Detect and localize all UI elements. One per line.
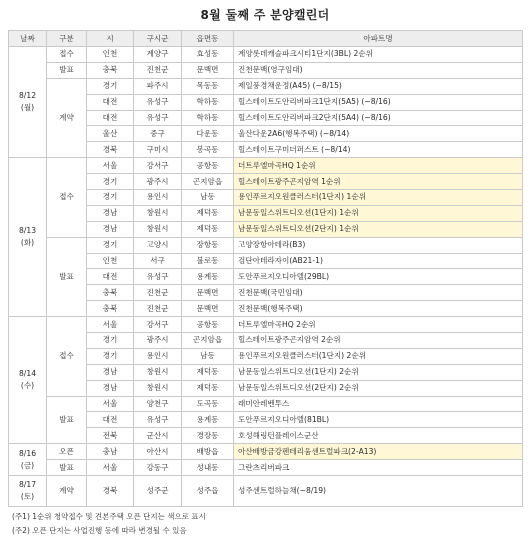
district-cell: 중구: [134, 126, 182, 142]
city-cell: 경남: [87, 205, 134, 221]
district-cell: 진천군: [134, 285, 182, 301]
apartment-cell: 성주센트럴하늘채(~8/19): [234, 476, 523, 507]
table-row: [9, 126, 523, 142]
city-cell: 경남: [87, 380, 134, 396]
district-cell: 계양구: [134, 47, 182, 63]
city-cell: 대전: [87, 110, 134, 126]
town-cell: 제덕동: [182, 364, 234, 380]
date-cell: 8/12 (월): [9, 47, 47, 158]
city-cell: 서울: [87, 396, 134, 412]
table-row: [9, 269, 523, 285]
town-cell: 불로동: [182, 253, 234, 269]
date-cell: 8/14 (수): [9, 317, 47, 444]
district-cell: 고양시: [134, 237, 182, 253]
table-row: [9, 62, 523, 78]
town-cell: 제덕동: [182, 205, 234, 221]
town-cell: 도곡동: [182, 396, 234, 412]
apartment-cell: 도안푸르지오디아델(81BL): [234, 412, 523, 428]
type-cell: 접수: [47, 47, 87, 63]
apartment-cell: 울산다운2A6(행복주택) (~8/14): [234, 126, 523, 142]
type-cell: 발표: [47, 460, 87, 476]
district-cell: 용인시: [134, 348, 182, 364]
table-row: [9, 47, 523, 63]
type-cell: 오픈: [47, 444, 87, 460]
city-cell: 울산: [87, 126, 134, 142]
type-cell: 계약: [47, 476, 87, 507]
table-row: [9, 444, 523, 460]
type-cell: 발표: [47, 237, 87, 316]
apartment-cell: 아산배방금강펜테리움센트럴파크(2-A13): [234, 444, 523, 460]
district-cell: 구미시: [134, 142, 182, 158]
town-cell: 성주읍: [182, 476, 234, 507]
header-apartment: 아파트명: [234, 31, 523, 47]
table-row: [9, 476, 523, 507]
town-cell: 문백면: [182, 301, 234, 317]
district-cell: 서구: [134, 253, 182, 269]
table-row: [9, 317, 523, 333]
apartment-cell: 제일풍경채운정(A45) (~8/15): [234, 78, 523, 94]
city-cell: 경북: [87, 476, 134, 507]
city-cell: 경남: [87, 364, 134, 380]
table-row: [9, 142, 523, 158]
apartment-cell: 더트루엘마곡HQ 2순위: [234, 317, 523, 333]
town-cell: 공항동: [182, 158, 234, 174]
apartment-cell: 힐스테이트도안리버파크1단지(5A5) (~8/16): [234, 94, 523, 110]
apartment-cell: 남문동일스위트디오션(1단지) 1순위: [234, 205, 523, 221]
footnote: (주2) 오픈 단지는 사업진행 등에 따라 변경될 수 있음: [12, 526, 187, 535]
apartment-cell: 용인푸르지오원클러스터(1단지) 1순위: [234, 190, 523, 206]
district-cell: 강서구: [134, 158, 182, 174]
apartment-cell: 도안푸르지오디아델(29BL): [234, 269, 523, 285]
table-row: [9, 428, 523, 444]
district-cell: 진천군: [134, 301, 182, 317]
district-cell: 진천군: [134, 62, 182, 78]
town-cell: 목동동: [182, 78, 234, 94]
city-cell: 대전: [87, 269, 134, 285]
table-row: [9, 333, 523, 349]
district-cell: 강동구: [134, 460, 182, 476]
town-cell: 용계동: [182, 412, 234, 428]
table-row: [9, 301, 523, 317]
district-cell: 유성구: [134, 269, 182, 285]
district-cell: 아산시: [134, 444, 182, 460]
apartment-cell: 힐스테이트광주곤지암역 1순위: [234, 174, 523, 190]
district-cell: 성주군: [134, 476, 182, 507]
city-cell: 충북: [87, 285, 134, 301]
town-cell: 곤지암읍: [182, 333, 234, 349]
table-row: [9, 158, 523, 174]
district-cell: 창원시: [134, 380, 182, 396]
town-cell: 경장동: [182, 428, 234, 444]
apartment-cell: 힐스테이트도안리버파크2단지(5A4) (~8/16): [234, 110, 523, 126]
header-town: 읍면동: [182, 31, 234, 47]
apartment-cell: 남문동일스위트디오션(2단지) 1순위: [234, 221, 523, 237]
apartment-cell: 고양장항아테라(B3): [234, 237, 523, 253]
table-row: [9, 94, 523, 110]
town-cell: 용계동: [182, 269, 234, 285]
city-cell: 전북: [87, 428, 134, 444]
district-cell: 광주시: [134, 333, 182, 349]
date-cell: 8/17 (토): [9, 476, 47, 507]
apartment-cell: 호성해링턴플레이스군산: [234, 428, 523, 444]
town-cell: 문백면: [182, 285, 234, 301]
apartment-cell: 힐스테이트구미더퍼스트 (~8/14): [234, 142, 523, 158]
city-cell: 경기: [87, 237, 134, 253]
header-city: 시: [87, 31, 134, 47]
header-type: 구분: [47, 31, 87, 47]
town-cell: 성내동: [182, 460, 234, 476]
district-cell: 강서구: [134, 317, 182, 333]
city-cell: 충북: [87, 62, 134, 78]
apartment-cell: 남문동일스위트디오션(1단지) 2순위: [234, 364, 523, 380]
city-cell: 경기: [87, 348, 134, 364]
schedule-table: [8, 30, 523, 507]
apartment-cell: 용인푸르지오원클러스터(1단지) 2순위: [234, 348, 523, 364]
district-cell: 유성구: [134, 110, 182, 126]
table-row: [9, 460, 523, 476]
city-cell: 대전: [87, 94, 134, 110]
district-cell: 유성구: [134, 412, 182, 428]
district-cell: 창원시: [134, 205, 182, 221]
district-cell: 파주시: [134, 78, 182, 94]
date-cell: 8/16 (금): [9, 444, 47, 476]
schedule-table-wrap: [8, 30, 522, 507]
town-cell: 제덕동: [182, 221, 234, 237]
town-cell: 학하동: [182, 110, 234, 126]
town-cell: 봉곡동: [182, 142, 234, 158]
city-cell: 경기: [87, 190, 134, 206]
type-cell: 발표: [47, 396, 87, 444]
type-cell: 접수: [47, 158, 87, 237]
type-cell: 접수: [47, 317, 87, 396]
city-cell: 대전: [87, 412, 134, 428]
town-cell: 장항동: [182, 237, 234, 253]
city-cell: 서울: [87, 317, 134, 333]
table-row: [9, 412, 523, 428]
table-row: [9, 253, 523, 269]
type-cell: 계약: [47, 78, 87, 157]
district-cell: 유성구: [134, 94, 182, 110]
calendar-title: 8월 둘째 주 분양캘린더: [200, 8, 330, 22]
district-cell: 창원시: [134, 364, 182, 380]
header-date: 날짜: [9, 31, 47, 47]
table-row: [9, 364, 523, 380]
city-cell: 인천: [87, 47, 134, 63]
city-cell: 서울: [87, 460, 134, 476]
town-cell: 문백면: [182, 62, 234, 78]
table-row: [9, 205, 523, 221]
town-cell: 배방읍: [182, 444, 234, 460]
city-cell: 충북: [87, 301, 134, 317]
footnotes: [12, 510, 206, 538]
footnote: (주1) 1순위 청약접수 및 견본주택 오픈 단지는 색으로 표시: [12, 512, 206, 521]
town-cell: 남동: [182, 190, 234, 206]
city-cell: 경남: [87, 221, 134, 237]
apartment-cell: 진천문백(영구임대): [234, 62, 523, 78]
apartment-cell: 진천문백(국민임대): [234, 285, 523, 301]
town-cell: 제덕동: [182, 380, 234, 396]
town-cell: 학하동: [182, 94, 234, 110]
city-cell: 경기: [87, 333, 134, 349]
apartment-cell: 계양롯데캐슬파크시티1단지(3BL) 2순위: [234, 47, 523, 63]
date-cell: 8/13 (화): [9, 158, 47, 317]
district-cell: 양천구: [134, 396, 182, 412]
table-row: [9, 285, 523, 301]
apartment-cell: 힐스테이트광주곤지암역 2순위: [234, 333, 523, 349]
header-district: 구시군: [134, 31, 182, 47]
table-row: [9, 78, 523, 94]
apartment-cell: 그란츠리버파크: [234, 460, 523, 476]
apartment-cell: 남문동일스위트디오션(2단지) 2순위: [234, 380, 523, 396]
city-cell: 경기: [87, 78, 134, 94]
apartment-cell: 진천문백(행복주택): [234, 301, 523, 317]
table-row: [9, 396, 523, 412]
header-row: [9, 31, 523, 47]
town-cell: 다운동: [182, 126, 234, 142]
city-cell: 인천: [87, 253, 134, 269]
city-cell: 경기: [87, 174, 134, 190]
table-row: [9, 348, 523, 364]
town-cell: 곤지암읍: [182, 174, 234, 190]
table-row: [9, 110, 523, 126]
table-row: [9, 237, 523, 253]
table-row: [9, 380, 523, 396]
apartment-cell: 래미안레벤투스: [234, 396, 523, 412]
town-cell: 공항동: [182, 317, 234, 333]
table-row: [9, 174, 523, 190]
table-row: [9, 221, 523, 237]
town-cell: 효성동: [182, 47, 234, 63]
district-cell: 군산시: [134, 428, 182, 444]
city-cell: 서울: [87, 158, 134, 174]
apartment-cell: 검단아테라자이(AB21-1): [234, 253, 523, 269]
table-row: [9, 190, 523, 206]
district-cell: 광주시: [134, 174, 182, 190]
city-cell: 충남: [87, 444, 134, 460]
city-cell: 경북: [87, 142, 134, 158]
apartment-cell: 더트루엘마곡HQ 1순위: [234, 158, 523, 174]
town-cell: 남동: [182, 348, 234, 364]
type-cell: 발표: [47, 62, 87, 78]
district-cell: 창원시: [134, 221, 182, 237]
district-cell: 용인시: [134, 190, 182, 206]
